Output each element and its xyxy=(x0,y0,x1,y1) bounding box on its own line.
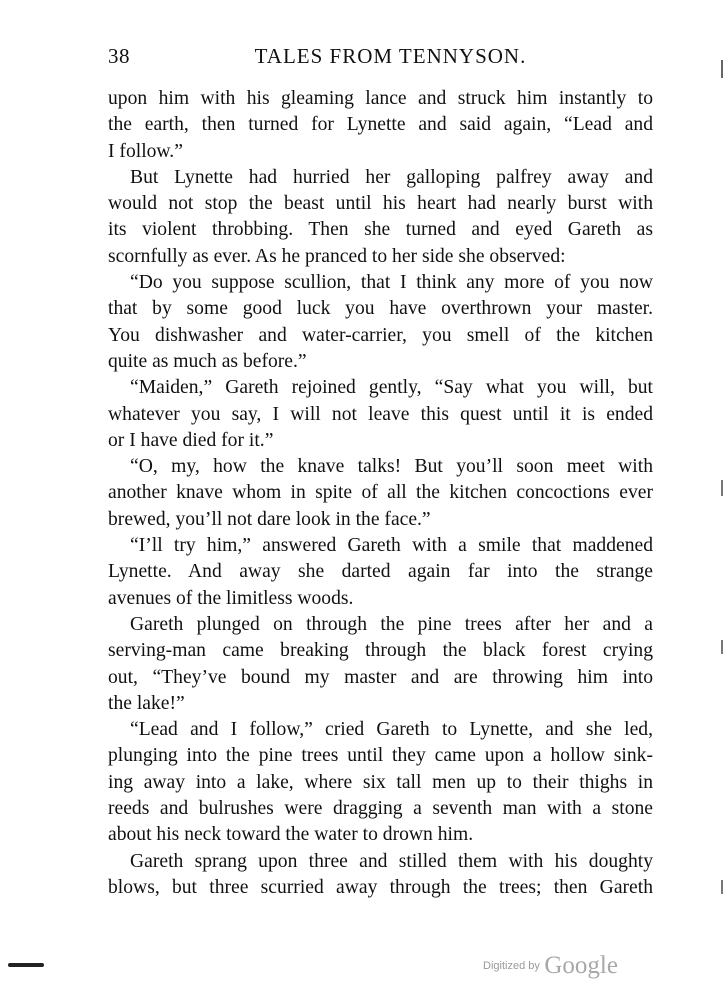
text-line: plunging into the pine trees until they came upon a hollow sink- xyxy=(108,745,653,767)
text-line: the lake!” xyxy=(108,692,185,714)
body-text xyxy=(108,86,653,901)
scan-mark-right-edge xyxy=(721,60,723,78)
text-line: reeds and bulrushes were dragging a seventh man with a stone xyxy=(108,798,653,820)
text-line: or I have died for it.” xyxy=(108,429,274,451)
text-line: blows, but three scurried away through the trees; then Gareth xyxy=(108,876,653,898)
text-line: “Lead and I follow,” cried Gareth to Lynette, and she led, xyxy=(130,719,653,741)
scan-mark-left xyxy=(8,963,44,967)
text-line: “Do you suppose scullion, that I think any more of you now xyxy=(130,272,653,294)
text-line: its violent throbbing. Then she turned and eyed Gareth as xyxy=(108,219,653,241)
text-line: Lynette. And away she darted again far into the strange xyxy=(108,561,653,583)
text-line: about his neck toward the water to drown him. xyxy=(108,824,474,846)
text-line: would not stop the beast until his heart had nearly burst with xyxy=(108,193,653,215)
text-line: Gareth plunged on through the pine trees after her and a xyxy=(130,613,653,635)
text-line: “Maiden,” Gareth rejoined gently, “Say what you will, but xyxy=(130,377,653,399)
google-logo: Google xyxy=(544,952,618,979)
page-header xyxy=(108,44,653,74)
text-line: whatever you say, I will not leave this quest until it is ended xyxy=(108,403,653,425)
text-line: Gareth sprang upon three and stilled them with his doughty xyxy=(130,850,653,872)
text-line: I follow.” xyxy=(108,140,183,162)
scan-mark-right-edge xyxy=(721,480,723,496)
text-line: But Lynette had hurried her galloping palfrey away and xyxy=(130,166,653,188)
text-line: serving-man came breaking through the black forest crying xyxy=(108,640,653,662)
running-title: TALES FROM TENNYSON. xyxy=(254,44,527,68)
text-line: upon him with his gleaming lance and struck him instantly to xyxy=(108,88,653,109)
text-line: out, “They’ve bound my master and are throwing him into xyxy=(108,666,653,688)
text-line: that by some good luck you have overthrown your master. xyxy=(108,298,653,320)
scan-mark-right-edge xyxy=(721,880,723,894)
text-line: avenues of the limitless woods. xyxy=(108,587,354,609)
text-line: brewed, you’ll not dare look in the face.” xyxy=(108,508,431,530)
text-line: the earth, then turned for Lynette and said again, “Lead and xyxy=(108,114,653,136)
text-line: You dishwasher and water-carrier, you smell of the kitchen xyxy=(108,324,653,346)
text-line: quite as much as before.” xyxy=(108,350,307,372)
text-line: another knave whom in spite of all the kitchen concoctions ever xyxy=(108,482,653,504)
text-line: “I’ll try him,” answered Gareth with a smile that maddened xyxy=(130,535,653,557)
text-line: “O, my, how the knave talks! But you’ll soon meet with xyxy=(130,456,653,478)
scan-mark-right-edge xyxy=(721,640,723,654)
digitized-by-watermark xyxy=(483,952,618,980)
page-number: 38 xyxy=(108,44,130,68)
text-line: ing away into a lake, where six tall men up to their thighs in xyxy=(108,771,653,793)
text-line: scornfully as ever. As he pranced to her side she observed: xyxy=(108,245,566,267)
digitized-by-label: Digitized by xyxy=(483,960,540,972)
